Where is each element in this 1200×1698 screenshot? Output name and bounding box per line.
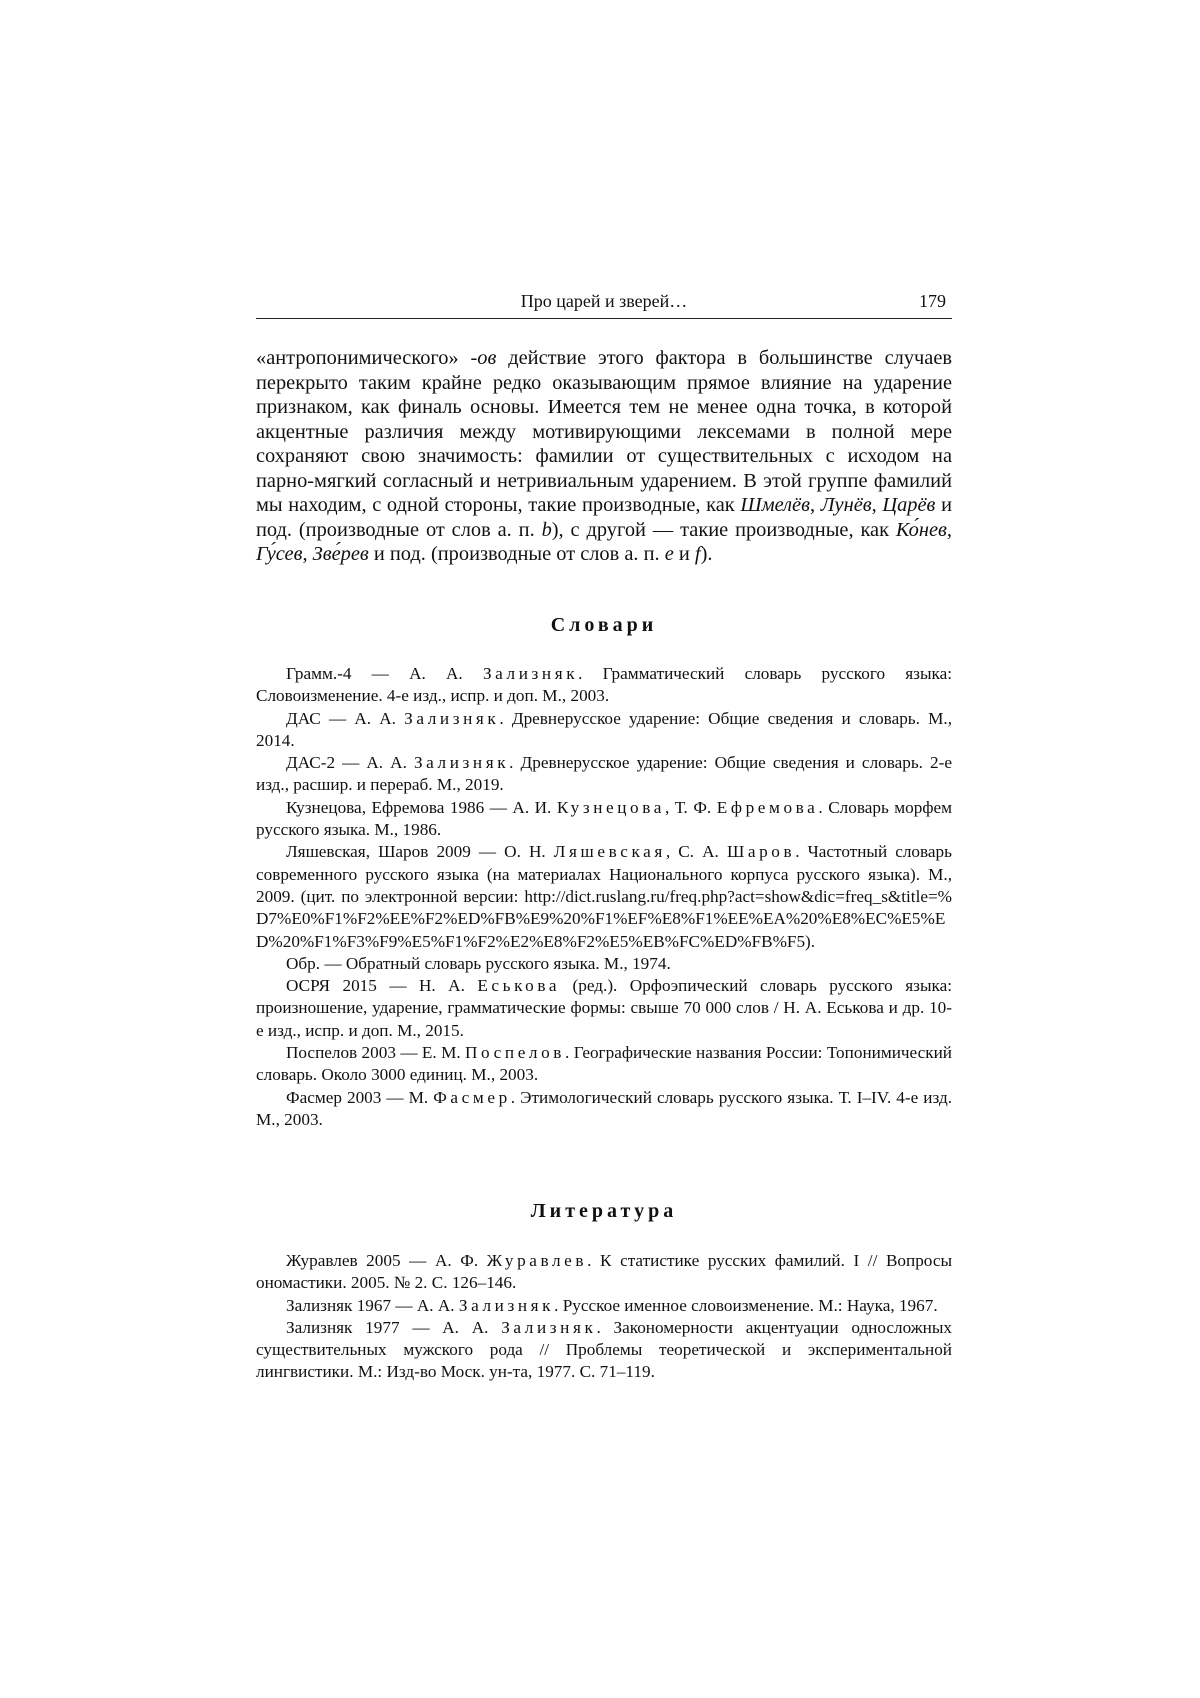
example-word: Царёв <box>882 494 936 516</box>
section-heading-dictionaries: Словари <box>550 614 658 636</box>
example-word: Зве́рев <box>312 543 369 565</box>
text-run: действие этого фактора в большинстве случаев перекрыто таким крайне редко оказывающим прямое влияние на ударение признаком, как финаль основы. Имеется тем не менее одна точка, в которой акцентные различия между мотивирующими лексемами в полной мере сохраняют свою значимость: фамилии от существительных с исходом на парно-мягкий согласный и нетривиальным ударением. В этой группе фамилий мы находим, с одной стороны, такие производные, как <box>256 347 952 516</box>
page-number: 179 <box>919 291 946 311</box>
text-run: «антропонимического» <box>256 347 471 369</box>
reference-item: Зализняк 1977 — А. А. Зализняк. Закономерности акцентуации односложных существительных мужского рода // Проблемы теоретической и экспериментальной лингвистики. М.: Изд-во Моск. ун-та, 1977. С. 71–119. <box>256 1317 952 1382</box>
accent-class: e <box>664 543 674 565</box>
example-word: Шмелёв <box>740 494 810 516</box>
text-run: и под. (производные от слов а. п. <box>368 543 665 565</box>
text-run: и <box>673 543 695 565</box>
text-run: , <box>946 518 952 541</box>
running-title: Про царей и зверей… <box>520 291 688 311</box>
text-run: и под. (производные от слов а. п. <box>256 494 952 541</box>
reference-item: Ляшевская, Шаров 2009 — О. Н. Ляшевская, С. А. Шаров. Частотный словарь современного русского языка (на материалах Национального корпуса русского языка). М., 2009. (цит. по электронной версии: http://dict.ruslang.ru/freq.php?act=show&dic=freq_s&title=%D7%E0%F1%F2%EE%F2%ED%FB%E9%20%F1%EF%E8%F1%EE%EA%20%E8%EC%E5%ED%20%F1%F3%F9%E5%F1%F2%E2%E8%F2%E5%EB%FC%ED%FB%F5). <box>256 842 952 951</box>
reference-item: Журавлев 2005 — А. Ф. Журавлев. К статистике русских фамилий. I // Вопросы ономастики. 2005. № 2. С. 126–146. <box>256 1251 953 1293</box>
reference-item: ДАС-2 — А. А. Зализняк. Древнерусское ударение: Общие сведения и словарь. 2-е изд., расшир. и перераб. М., 2019. <box>256 753 952 795</box>
accent-class: f <box>694 543 701 565</box>
text-run: ), с другой — такие производные, как <box>551 518 896 541</box>
paragraph-text <box>256 346 952 567</box>
literature-list <box>256 1250 952 1384</box>
text-run: , <box>809 494 821 516</box>
reference-item: Зализняк 1967 — А. А. Зализняк. Русское именное словоизменение. М.: Наука, 1967. <box>286 1295 938 1315</box>
reference-url[interactable]: http://dict.ruslang.ru/freq.php?act=show&dic=freq_s&title=%D7%E0%F1%F2%EE%F2%ED%FB%E9%20%F1%EF%E8%F1%EE%EA%20%E8%EC%E5%ED%20%F1%F3%F9%E5%F1%F2%E2%E8%F2%E5%EB%FC%ED%FB%F5 <box>256 886 952 951</box>
section-heading-literature: Литература <box>530 1200 678 1222</box>
accent-class: b <box>541 518 552 541</box>
running-header <box>256 290 952 319</box>
example-word: Лунёв <box>820 494 872 516</box>
reference-item: ДАС — А. А. Зализняк. Древнерусское ударение: Общие сведения и словарь. М., 2014. <box>256 708 952 750</box>
body-paragraph <box>256 346 952 567</box>
example-word: Гу́сев <box>256 543 303 565</box>
text-run: , <box>871 494 883 516</box>
reference-item: Грамм.-4 — А. А. Зализняк. Грамматический словарь русского языка: Словоизменение. 4-е изд., испр. и доп. М., 2003. <box>256 664 952 706</box>
example-word: Ко́нев <box>895 518 947 541</box>
reference-item: ОСРЯ 2015 — Н. А. Еськова (ред.). Орфоэпический словарь русского языка: произношение, ударение, грамматические формы: свыше 70 000 слов / Н. А. Еськова и др. 10-е изд., испр. и доп. М., 2015. <box>256 976 952 1040</box>
text-run: , <box>302 543 313 565</box>
text-run: ). <box>700 543 713 565</box>
reference-item: Фасмер 2003 — М. Фасмер. Этимологический словарь русского языка. Т. I–IV. 4-е изд. М., 2003. <box>256 1087 953 1129</box>
reference-item: Обр. — Обратный словарь русского языка. М., 1974. <box>286 953 671 973</box>
reference-item: Поспелов 2003 — Е. М. Поспелов. Географические названия России: Топонимический словарь. Около 3000 единиц. М., 2003. <box>256 1043 952 1085</box>
italic-suffix: -ов <box>470 347 497 369</box>
dictionary-list <box>256 663 952 1131</box>
reference-item: Кузнецова, Ефремова 1986 — А. И. Кузнецова, Т. Ф. Ефремова. Словарь морфем русского языка. М., 1986. <box>256 797 953 840</box>
